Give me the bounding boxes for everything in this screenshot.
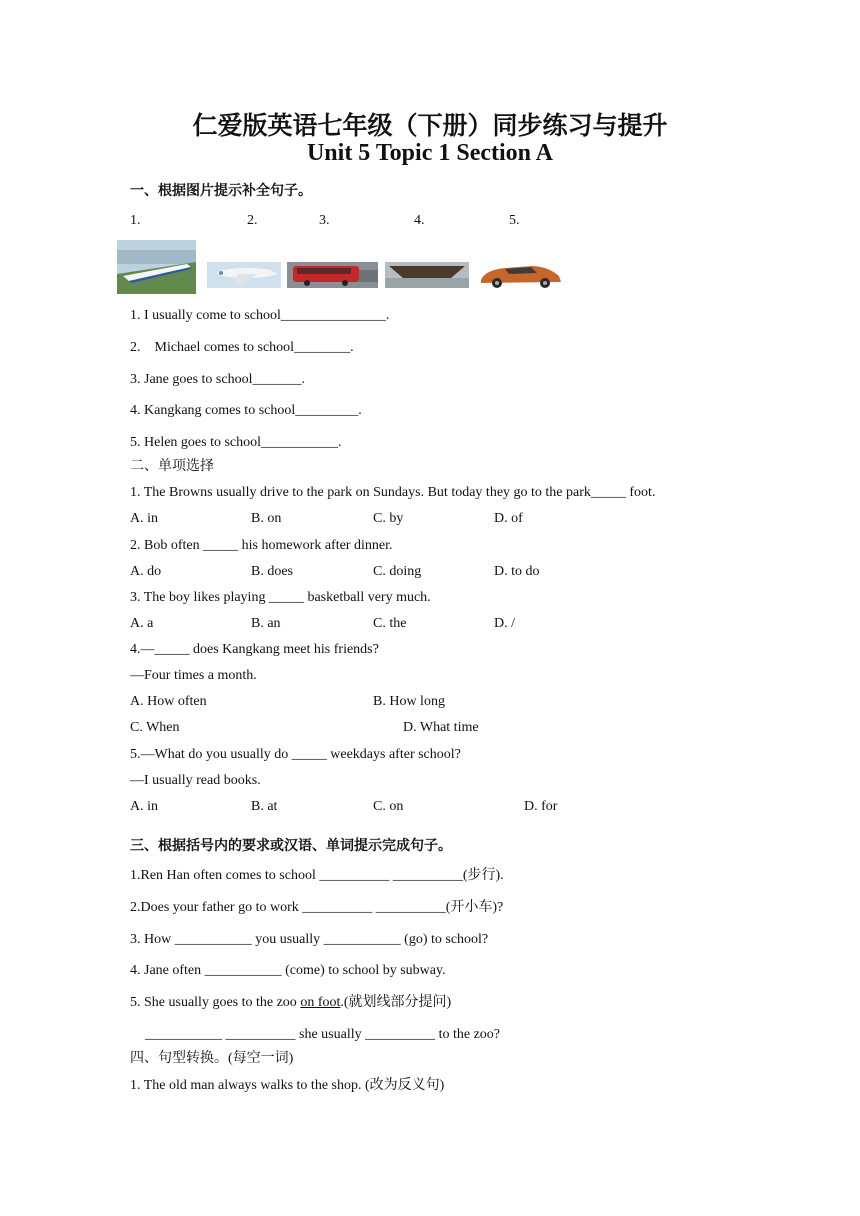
- item5-text: 5. She usually goes to the zoo: [130, 995, 301, 1010]
- section1-sentence: 3. Jane goes to school_______.: [130, 372, 305, 387]
- section3-item-5: [130, 994, 451, 1012]
- plane-picture: [207, 262, 281, 288]
- option: B. at: [251, 799, 278, 814]
- picture-number-3: 3.: [319, 213, 330, 228]
- option: D. for: [524, 799, 558, 814]
- train-picture: [117, 240, 196, 294]
- question-stem: 4.—_____ does Kangkang meet his friends?: [130, 642, 379, 657]
- page-title: 仁爱版英语七年级（下册）同步练习与提升: [192, 113, 668, 140]
- question-reply: —Four times a month.: [130, 668, 257, 683]
- picture-number-5: 5.: [509, 213, 520, 228]
- section4-heading: 四、句型转换。(每空一词): [130, 1051, 294, 1066]
- section3-item-5-answer: ___________ __________ she usually __________ to the zoo?: [145, 1027, 501, 1042]
- section1-sentence: 4. Kangkang comes to school_________.: [130, 403, 362, 418]
- section1-sentence: 1. I usually come to school_______________.: [130, 308, 390, 323]
- option: A. in: [130, 799, 158, 814]
- question-stem: 2. Bob often _____ his homework after dinner.: [130, 538, 393, 553]
- option: C. When: [130, 720, 180, 735]
- section3-item: 1.Ren Han often comes to school __________ __________(步行).: [130, 868, 504, 883]
- section3-heading: 三、根据括号内的要求或汉语、单词提示完成句子。: [130, 839, 452, 854]
- option: C. the: [373, 616, 407, 631]
- option: D. to do: [494, 564, 540, 579]
- option: D. /: [494, 616, 515, 631]
- section3-item: 3. How ___________ you usually ___________ (go) to school?: [130, 932, 489, 947]
- option: C. on: [373, 799, 404, 814]
- question-reply: —I usually read books.: [130, 773, 261, 788]
- option: A. do: [130, 564, 162, 579]
- picture-number-2: 2.: [247, 213, 258, 228]
- section1-heading: 一、根据图片提示补全句子。: [130, 184, 312, 199]
- boat-picture: [385, 262, 469, 288]
- option: D. of: [494, 511, 523, 526]
- picture-number-4: 4.: [414, 213, 425, 228]
- option: B. How long: [373, 694, 445, 709]
- picture-number-1: 1.: [130, 213, 141, 228]
- option: C. by: [373, 511, 404, 526]
- option: A. How often: [130, 694, 207, 709]
- bus-picture: [287, 262, 378, 288]
- page-subtitle: Unit 5 Topic 1 Section A: [306, 140, 554, 166]
- section3-item: 4. Jane often ___________ (come) to school by subway.: [130, 963, 446, 978]
- option: C. doing: [373, 564, 422, 579]
- item5-instruction: .(就划线部分提问): [340, 995, 452, 1010]
- option: B. on: [251, 511, 282, 526]
- option: A. in: [130, 511, 158, 526]
- section4-item: 1. The old man always walks to the shop. (改为反义句): [130, 1078, 445, 1093]
- option: D. What time: [403, 720, 479, 735]
- question-stem: 3. The boy likes playing _____ basketball very much.: [130, 590, 431, 605]
- car-picture: [475, 262, 567, 288]
- option: A. a: [130, 616, 154, 631]
- underlined-phrase: on foot: [300, 995, 341, 1010]
- section1-sentence: 2. Michael comes to school________.: [130, 340, 354, 355]
- section2-heading: 二、单项选择: [130, 459, 214, 474]
- section1-sentence: 5. Helen goes to school___________.: [130, 435, 342, 450]
- option: B. an: [251, 616, 281, 631]
- section3-item: 2.Does your father go to work __________ __________(开小车)?: [130, 900, 504, 915]
- question-stem: 1. The Browns usually drive to the park on Sundays. But today they go to the park_____ foot.: [130, 485, 656, 500]
- question-stem: 5.—What do you usually do _____ weekdays after school?: [130, 747, 461, 762]
- option: B. does: [251, 564, 293, 579]
